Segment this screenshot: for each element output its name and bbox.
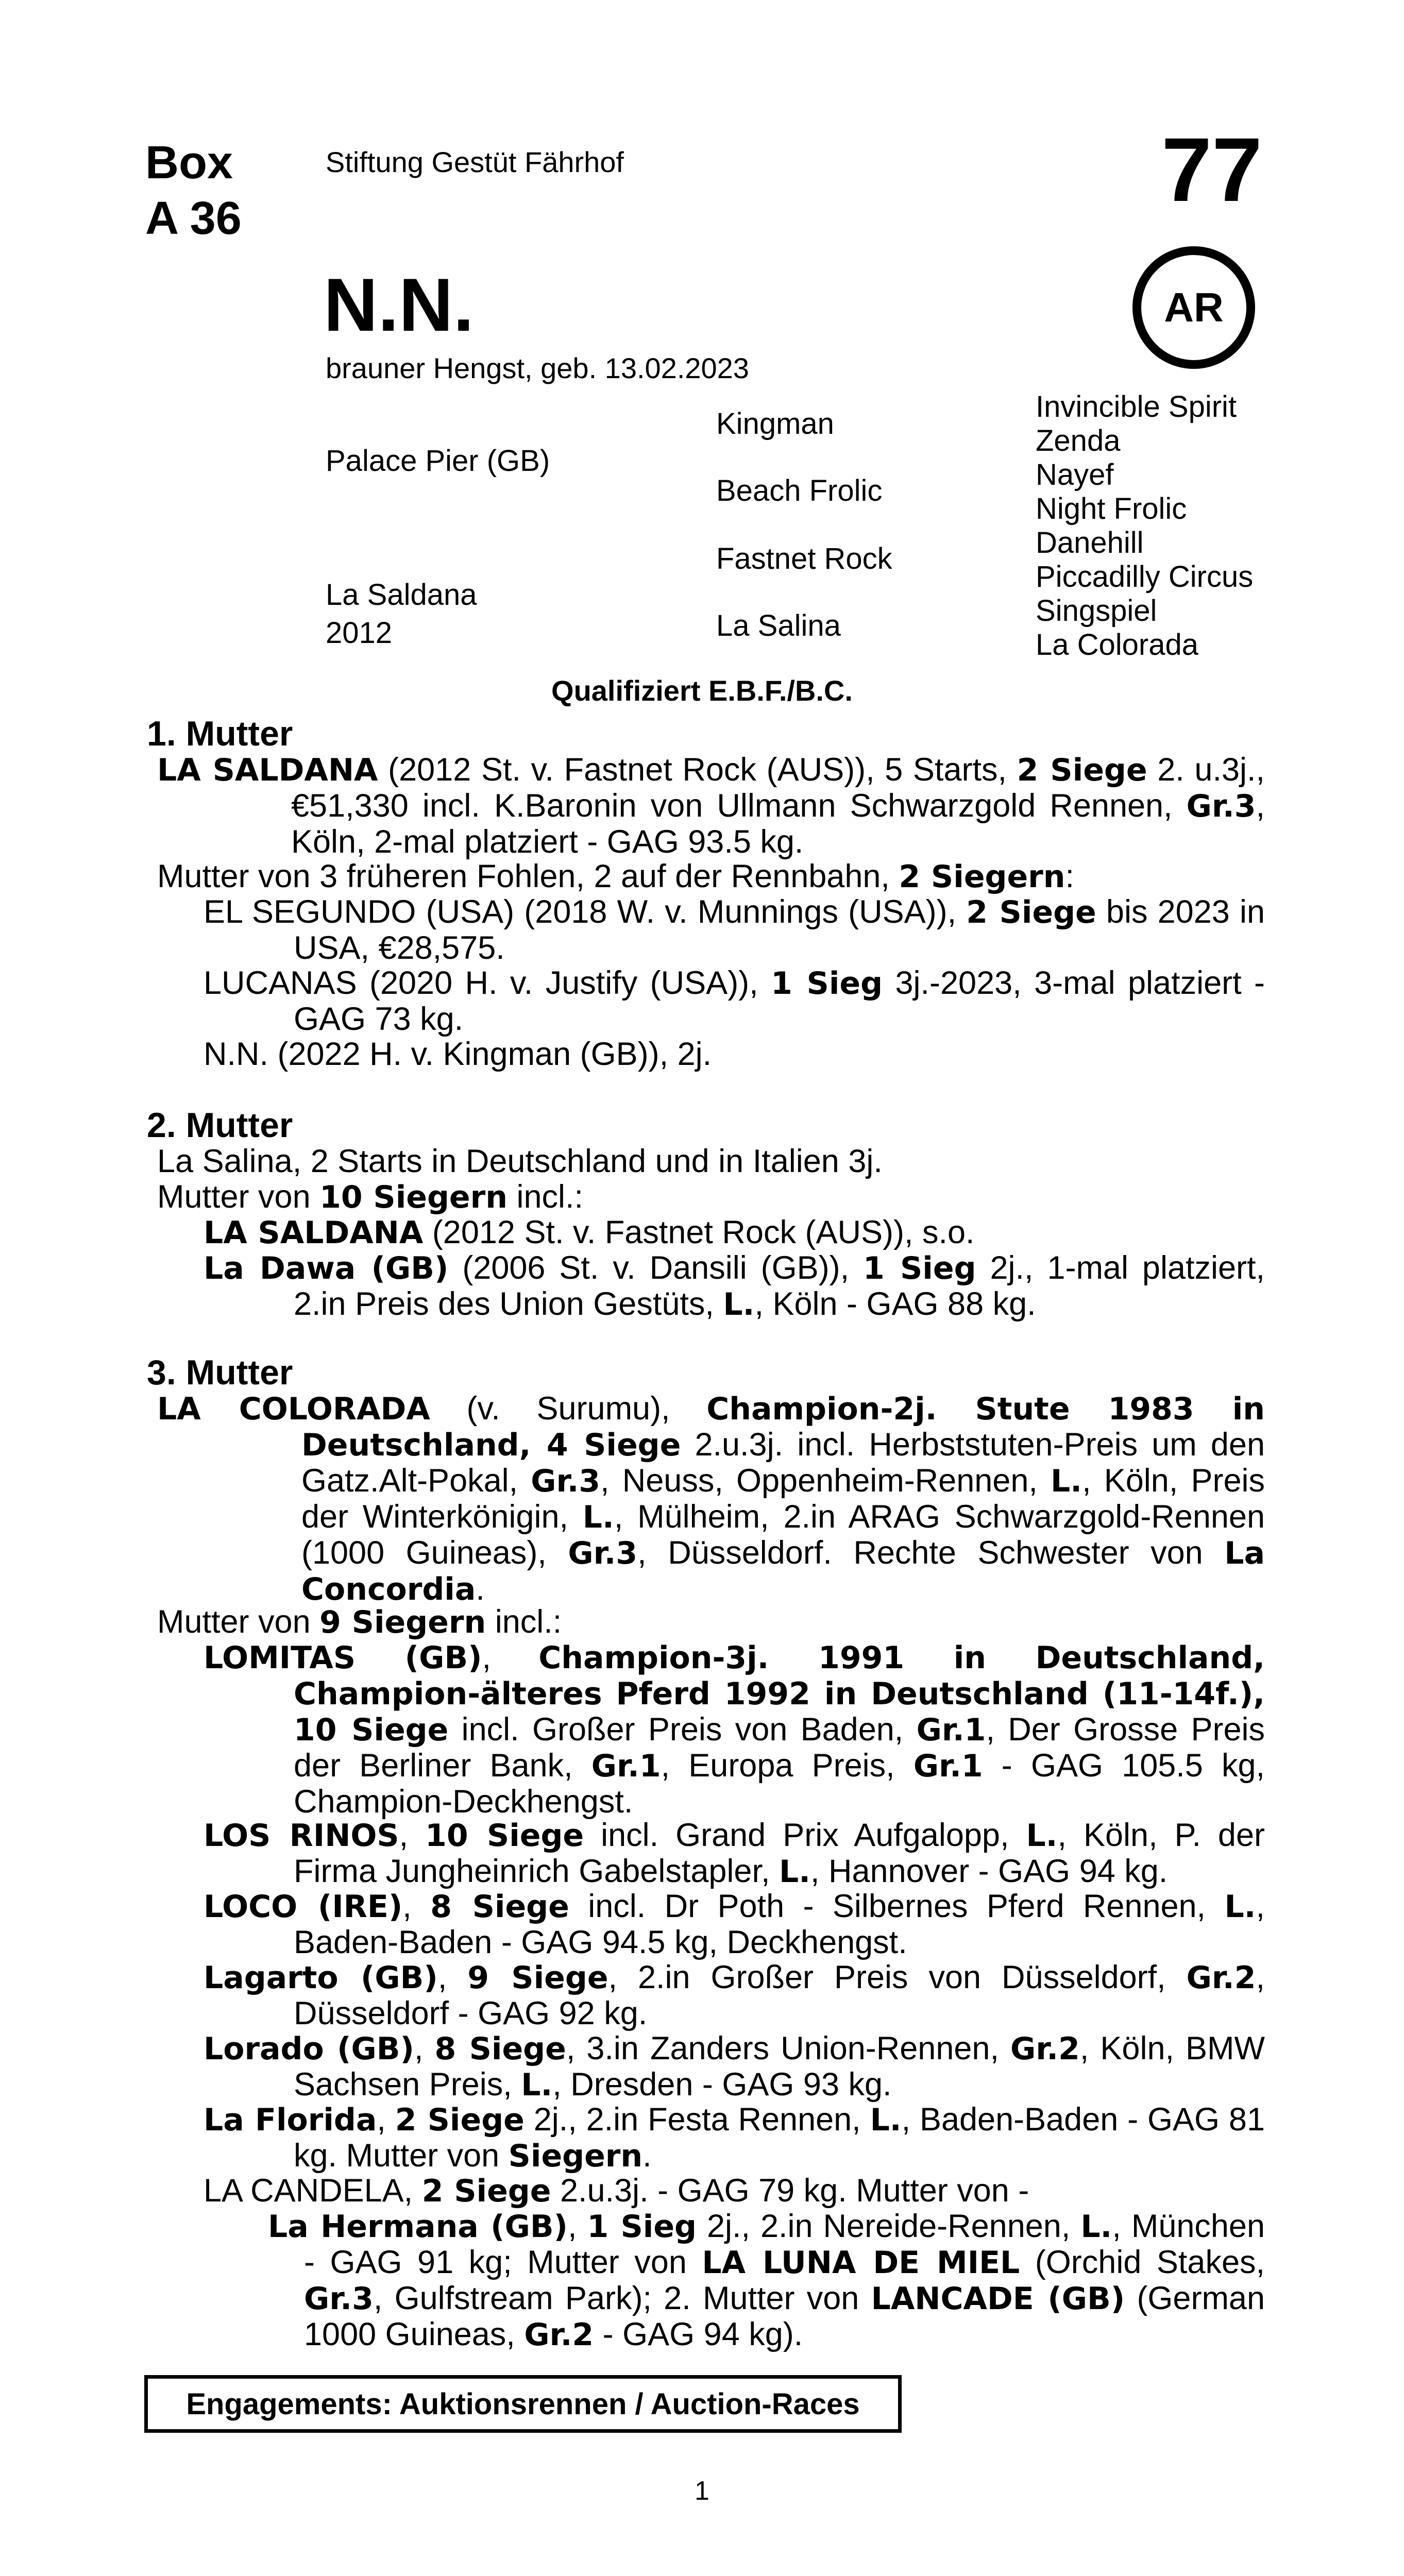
text-run: , Gulfstream Park); 2. Mutter von xyxy=(373,2280,871,2316)
emphasis-text: Champion-3j. 1991 in Deutschland, Champion-älteres Pferd 1992 in Deutschland (11-14f.), 10 Siege xyxy=(294,1640,1265,1748)
text-run: , 2.in Großer Preis von Düsseldorf, xyxy=(608,1959,1187,1995)
emphasis-text: 1 Sieg xyxy=(863,1250,976,1286)
horse-name: N.N. xyxy=(324,263,474,347)
emphasis-text: La Florida xyxy=(204,2102,377,2138)
text-run: , xyxy=(414,2030,435,2066)
emphasis-text: L. xyxy=(1080,2209,1112,2245)
text-run: incl. Grand Prix Aufgalopp, xyxy=(584,1817,1026,1853)
text-run: Mutter von 3 früheren Fohlen, 2 auf der Rennbahn, xyxy=(157,858,899,894)
text-run: bis 2023 in USA, €28,575. xyxy=(294,894,1265,966)
emphasis-text: Gr.2 xyxy=(1010,2031,1080,2067)
section-third-dam: 3. Mutter xyxy=(147,1353,293,1392)
text-run: (German 1000 Guineas, xyxy=(304,2280,1265,2352)
text-run: , Köln, 2-mal platziert - GAG 93.5 kg. xyxy=(291,788,1265,860)
emphasis-text: 2 Siege xyxy=(1017,752,1147,788)
emphasis-text: LANCADE (GB) xyxy=(871,2281,1125,2317)
text-run: 2.u.3j. - GAG 79 kg. Mutter von - xyxy=(551,2173,1029,2209)
third-dam-foal-7 xyxy=(204,2173,1265,2209)
emphasis-text: 9 Siegern xyxy=(319,1604,486,1640)
emphasis-text: Lorado (GB) xyxy=(204,2031,414,2067)
second-dam-foal-2 xyxy=(204,1250,1265,1323)
text-run: , xyxy=(402,1888,431,1924)
emphasis-text: 9 Siege xyxy=(467,1960,608,1996)
text-run: (2012 St. v. Fastnet Rock (AUS)), s.o. xyxy=(423,1214,975,1250)
text-run: - GAG 105.5 kg, Champion-Deckhengst. xyxy=(294,1748,1265,1820)
second-dam-produce-summary xyxy=(157,1179,1265,1215)
emphasis-text: 1 Sieg xyxy=(587,2209,697,2245)
text-run: , xyxy=(567,2208,587,2244)
text-run: , 3.in Zanders Union-Rennen, xyxy=(566,2030,1011,2066)
emphasis-text: LA SALDANA xyxy=(204,1215,424,1251)
emphasis-text: Champion-2j. Stute 1983 in Deutschland, 4 Siege xyxy=(301,1391,1265,1463)
text-run: Mutter von xyxy=(157,1604,320,1640)
third-dam-foal-2 xyxy=(204,1818,1265,1890)
text-run: (Orchid Stakes, xyxy=(1020,2244,1265,2280)
text-run: , Baden-Baden - GAG 81 kg. Mutter von xyxy=(294,2102,1265,2174)
emphasis-text: Gr.3 xyxy=(304,2281,374,2317)
pedigree-gen3-2: Zenda xyxy=(1036,424,1121,457)
emphasis-text: 10 Siegern xyxy=(319,1179,508,1215)
first-dam-record xyxy=(157,752,1265,860)
third-dam-record xyxy=(157,1391,1265,1607)
text-run: , Europa Preis, xyxy=(661,1748,914,1784)
emphasis-text: Gr.2 xyxy=(1186,1960,1256,1996)
engagements-text: Engagements: Auktionsrennen / Auction-Races xyxy=(186,2387,860,2421)
text-run: , xyxy=(482,1639,539,1675)
text-run: incl. Großer Preis von Baden, xyxy=(448,1711,917,1748)
pedigree-gen3-6: Piccadilly Circus xyxy=(1036,560,1254,594)
emphasis-text: 2 Siege xyxy=(421,2173,551,2209)
first-dam-foal-3 xyxy=(204,1037,1265,1072)
pedigree-gen2-3: Fastnet Rock xyxy=(716,542,892,575)
text-run: , Mülheim, 2.in ARAG Schwarzgold-Rennen (1000 Guineas), xyxy=(301,1499,1265,1571)
text-run: , xyxy=(437,1959,468,1995)
text-run: Mutter von xyxy=(157,1179,320,1215)
pedigree-gen2-1: Kingman xyxy=(716,407,834,440)
breeder-name: Stiftung Gestüt Fährhof xyxy=(326,146,624,178)
page-number: 1 xyxy=(695,2476,709,2506)
pedigree-gen3-1: Invincible Spirit xyxy=(1036,390,1237,423)
emphasis-text: L. xyxy=(779,1854,810,1890)
horse-description: brauner Hengst, geb. 13.02.2023 xyxy=(326,352,749,384)
text-run: (v. Surumu), xyxy=(430,1391,707,1427)
text-run: incl. Dr Poth - Silbernes Pferd Rennen, xyxy=(569,1888,1225,1924)
text-run: , Neuss, Oppenheim-Rennen, xyxy=(600,1463,1051,1499)
ar-badge xyxy=(1132,246,1255,369)
emphasis-text: Gr.1 xyxy=(913,1748,983,1784)
emphasis-text: 2 Siege xyxy=(395,2102,525,2138)
text-run: , Hannover - GAG 94 kg. xyxy=(810,1853,1168,1889)
section-second-dam: 2. Mutter xyxy=(147,1106,293,1145)
box-label: Box xyxy=(145,137,233,189)
emphasis-text: LOMITAS (GB) xyxy=(204,1640,482,1676)
text-run: LA CANDELA, xyxy=(204,2173,422,2209)
text-run: , Köln, BMW Sachsen Preis, xyxy=(294,2030,1265,2103)
emphasis-text: L. xyxy=(723,1286,755,1323)
text-run: , Baden-Baden - GAG 94.5 kg, Deckhengst. xyxy=(294,1888,1265,1960)
emphasis-text: L. xyxy=(1224,1889,1256,1925)
pedigree-gen3-7: Singspiel xyxy=(1036,594,1157,628)
emphasis-text: LOS RINOS xyxy=(204,1818,399,1854)
third-dam-foal-4 xyxy=(204,1960,1265,2031)
pedigree-gen3-3: Nayef xyxy=(1036,458,1114,492)
emphasis-text: Gr.2 xyxy=(524,2317,594,2353)
emphasis-text: Siegern xyxy=(508,2138,643,2174)
text-run: 2. u.3j., €51,330 incl. K.Baronin von Ullmann Schwarzgold Rennen, xyxy=(291,752,1265,824)
emphasis-text: Gr.3 xyxy=(531,1463,601,1499)
first-dam-produce-summary xyxy=(157,859,1265,895)
pedigree-gen2-4: La Salina xyxy=(716,609,841,642)
emphasis-text: 10 Siege xyxy=(425,1818,584,1854)
text-run: , Düsseldorf. Rechte Schwester von xyxy=(637,1535,1225,1571)
pedigree-dam: La Saldana xyxy=(326,578,477,612)
emphasis-text: L. xyxy=(582,1499,614,1535)
third-dam-foal-5 xyxy=(204,2031,1265,2103)
text-run: incl.: xyxy=(486,1604,562,1640)
text-run: 2.u.3j. incl. Herbststuten-Preis um den Gatz.Alt-Pokal, xyxy=(301,1427,1265,1499)
ar-badge-label: AR xyxy=(1164,284,1224,330)
emphasis-text: Gr.3 xyxy=(568,1535,638,1571)
pedigree-gen3-5: Danehill xyxy=(1036,526,1144,560)
emphasis-text: L. xyxy=(1051,1463,1082,1499)
text-run: , Dresden - GAG 93 kg. xyxy=(552,2066,892,2103)
pedigree-gen2-2: Beach Frolic xyxy=(716,474,883,507)
lot-number: 77 xyxy=(1161,120,1262,221)
emphasis-text: LA COLORADA xyxy=(157,1391,430,1427)
emphasis-text: LA LUNA DE MIEL xyxy=(702,2245,1020,2281)
text-run: La Salina, 2 Starts in Deutschland und in Italien 3j. xyxy=(157,1143,883,1179)
text-run: (2012 St. v. Fastnet Rock (AUS)), 5 Starts, xyxy=(378,752,1017,788)
box-location xyxy=(145,135,242,246)
text-run: , Köln, Preis der Winterkönigin, xyxy=(301,1463,1265,1535)
text-run: , xyxy=(399,1817,426,1853)
emphasis-text: L. xyxy=(521,2067,553,2103)
text-run: , xyxy=(377,2102,395,2138)
emphasis-text: L. xyxy=(1026,1818,1058,1854)
emphasis-text: L. xyxy=(870,2102,902,2138)
emphasis-text: LOCO (IRE) xyxy=(204,1889,403,1925)
emphasis-text: 1 Sieg xyxy=(771,965,883,1002)
emphasis-text: Gr.1 xyxy=(916,1712,986,1748)
emphasis-text: 8 Siege xyxy=(430,1889,569,1925)
engagements-box xyxy=(144,2375,902,2433)
text-run: , Köln - GAG 88 kg. xyxy=(754,1286,1036,1322)
section-first-dam: 1. Mutter xyxy=(147,714,293,753)
third-dam-grandfoal xyxy=(268,2209,1265,2353)
text-run: . xyxy=(476,1571,485,1607)
emphasis-text: La Dawa (GB) xyxy=(204,1250,449,1286)
pedigree-dam-year: 2012 xyxy=(326,616,393,650)
text-run: - GAG 94 kg). xyxy=(594,2316,803,2352)
emphasis-text: La Concordia xyxy=(301,1535,1265,1607)
third-dam-foal-3 xyxy=(204,1889,1265,1960)
text-run: , Köln, P. der Firma Jungheinrich Gabelstapler, xyxy=(294,1817,1265,1889)
emphasis-text: 2 Siegern xyxy=(899,859,1065,895)
emphasis-text: Lagarto (GB) xyxy=(204,1960,438,1996)
text-run: N.N. (2022 H. v. Kingman (GB)), 2j. xyxy=(204,1036,712,1072)
emphasis-text: La Hermana (GB) xyxy=(268,2209,568,2245)
text-run: 2j., 2.in Festa Rennen, xyxy=(524,2102,870,2138)
text-run: 3j.-2023, 3-mal platziert - GAG 73 kg. xyxy=(294,965,1265,1037)
third-dam-foal-1 xyxy=(204,1640,1265,1820)
pedigree-gen3-8: La Colorada xyxy=(1036,628,1198,662)
emphasis-text: Gr.3 xyxy=(1186,788,1256,824)
emphasis-text: 2 Siege xyxy=(966,894,1096,930)
first-dam-foal-1 xyxy=(204,894,1265,966)
third-dam-produce-summary xyxy=(157,1604,1265,1640)
text-run: , München - GAG 91 kg; Mutter von xyxy=(304,2208,1265,2280)
emphasis-text: 8 Siege xyxy=(434,2031,566,2067)
second-dam-record xyxy=(157,1144,1265,1179)
box-number: A 36 xyxy=(145,193,242,244)
text-run: EL SEGUNDO (USA) (2018 W. v. Munnings (USA)), xyxy=(204,894,967,930)
text-run: , Düsseldorf - GAG 92 kg. xyxy=(294,1959,1265,2031)
text-run: (2006 St. v. Dansili (GB)), xyxy=(448,1250,864,1286)
text-run: : xyxy=(1065,858,1074,894)
first-dam-foal-2 xyxy=(204,965,1265,1037)
text-run: LUCANAS (2020 H. v. Justify (USA)), xyxy=(204,965,771,1001)
pedigree-gen3-4: Night Frolic xyxy=(1036,492,1187,526)
text-run: incl.: xyxy=(507,1179,583,1215)
text-run: 2j., 2.in Nereide-Rennen, xyxy=(697,2208,1081,2244)
emphasis-text: Gr.1 xyxy=(591,1748,661,1784)
third-dam-foal-6 xyxy=(204,2102,1265,2174)
text-run: . xyxy=(642,2138,652,2174)
qualification: Qualifiziert E.B.F./B.C. xyxy=(551,674,853,707)
text-run: , Der Grosse Preis der Berliner Bank, xyxy=(294,1711,1265,1784)
emphasis-text: LA SALDANA xyxy=(157,752,378,788)
pedigree-sire: Palace Pier (GB) xyxy=(326,444,550,478)
text-run: 2j., 1-mal platziert, 2.in Preis des Union Gestüts, xyxy=(294,1250,1265,1322)
second-dam-foal-1 xyxy=(204,1215,1265,1251)
